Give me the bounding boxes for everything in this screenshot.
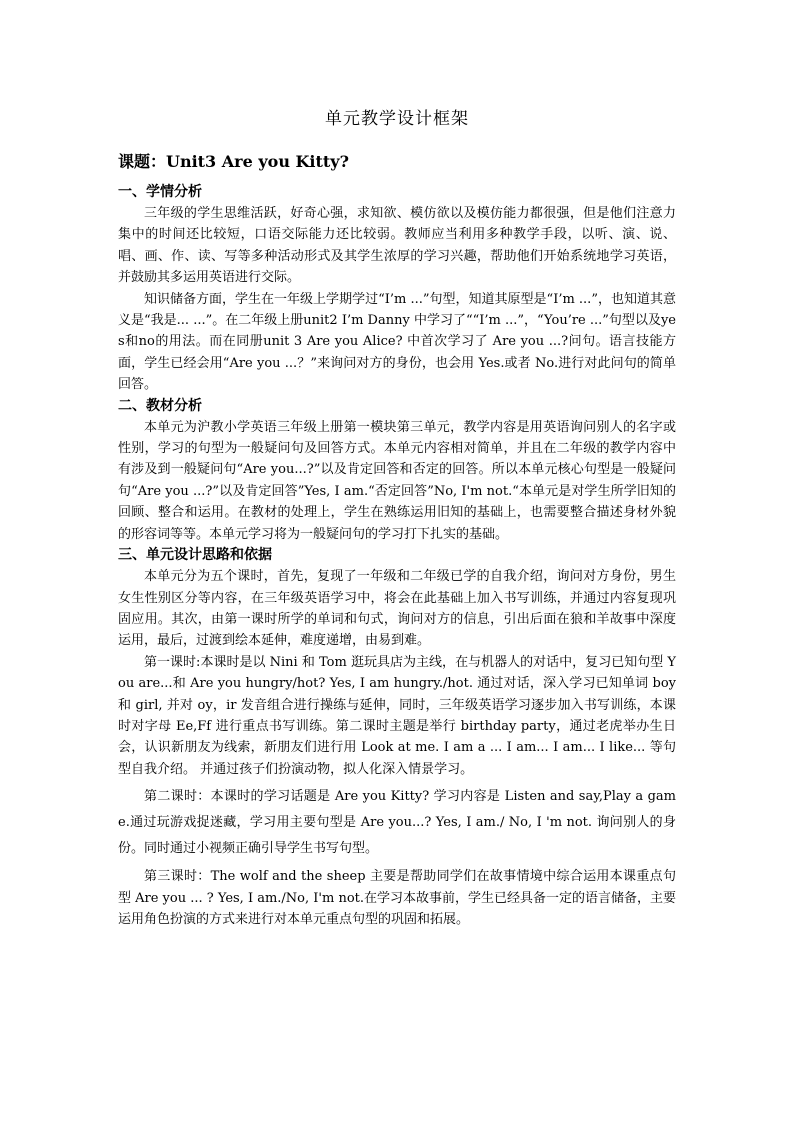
paragraph: 三年级的学生思维活跃，好奇心强，求知欲、模仿欲以及模仿能力都很强，但是他们注意力集中的时间还比较短，口语交际能力还比较弱。教师应当利用多种教学手段，以听、演、说、唱、画、作、读、写等多种活动形式及其学生浓厚的学习兴趣，帮助他们开始系统地学习英语，并鼓励其多运用英语进行交际。 [118,206,676,286]
paragraph: 本单元为沪教小学英语三年级上册第一模块第三单元，教学内容是用英语询问别人的名字或性别，学习的句型为一般疑问句及回答方式。本单元内容相对简单，并且在二年级的教学内容中有涉及到一般疑问句“Are you...?”以及肯定回答和否定的回答。所以本单元核心句型是一般疑问句“Are you ...?”以及肯定回答”Yes, I am.“否定回答”No, I'm not.“本单元是对学生所学旧知的回顾、整合和运用。在教材的处理上，学生在熟练运用旧知的基础上，也需要整合描述身材外貌的形容词等等。本单元学习将为一般疑问句的学习打下扎实的基础。 [118,419,676,542]
lesson-topic: 课题：Unit3 Are you Kitty? [118,152,349,171]
section-heading-learner-analysis: 一、学情分析 [118,184,202,200]
document-page [118,104,676,930]
paragraph: 本单元分为五个课时，首先，复现了一年级和二年级已学的自我介绍，询问对方身份，男生女生性别区分等内容，在三年级英语学习中，将会在此基础上加入书写训练，并通过内容复现巩固应用。其次，由第一课时所学的单词和句式，询问对方的信息，引出后面在狼和羊故事中深度运用，最后，过渡到绘本延伸，难度递增，由易到难。 [118,569,676,649]
section-heading-design-rationale: 三、单元设计思路和依据 [118,547,272,564]
document-title: 单元教学设计框架 [325,109,469,129]
paragraph-lesson-2: 第二课时：本课时的学习话题是 Are you Kitty? 学习内容是 Listen and say,Play a game.通过玩游戏捉迷藏，学习用主要句型是 Are you...? Yes, I am./ No, I 'm not. 询问别人的身份。同时通过小视频正确引导学生书写句型。 [118,789,676,857]
paragraph: 知识储备方面，学生在一年级上学期学过“I’m ...”句型，知道其原型是“I’m ...”，也知道其意义是“我是... ...”。在二年级上册unit2 I’m Danny 中学习了““I’m ...”，“You’re ...”句型以及yes和no的用法。而在同册unit 3 Are you Alice? 中首次学习了 Are you ...?问句。语言技能方面，学生已经会用“Are you ...？”来询问对方的身份，也会用 Yes.或者 No.进行对此问句的简单回答。 [118,291,676,393]
paragraph: 第一课时:本课时是以 Nini 和 Tom 逛玩具店为主线，在与机器人的对话中，复习已知句型 You are...和 Are you hungry/hot? Yes, I am hungry./hot. 通过对话，深入学习已知单词 boy 和 girl, 并对 oy，ir 发音组合进行操练与延伸，同时，三年级英语学习逐步加入书写训练，本课时对字母 Ee,Ff 进行重点书写训练。第二课时主题是举行 birthday party，通过老虎举办生日会，认识新朋友为线索，新朋友们进行用 Look at me. I am a ... I am... I am... I like... 等句型自我介绍。 并通过孩子们扮演动物，拟人化深入情景学习。 [118,654,676,777]
paragraph-lesson-3: 第三课时：The wolf and the sheep 主要是帮助同学们在故事情境中综合运用本课重点句型 Are you ... ? Yes, I am./No, I'm not.在学习本故事前，学生已经具备一定的语言储备，主要运用角色扮演的方式来进行对本单元重点句型的巩固和拓展。 [118,869,676,927]
section-heading-textbook-analysis: 二、教材分析 [118,397,202,414]
